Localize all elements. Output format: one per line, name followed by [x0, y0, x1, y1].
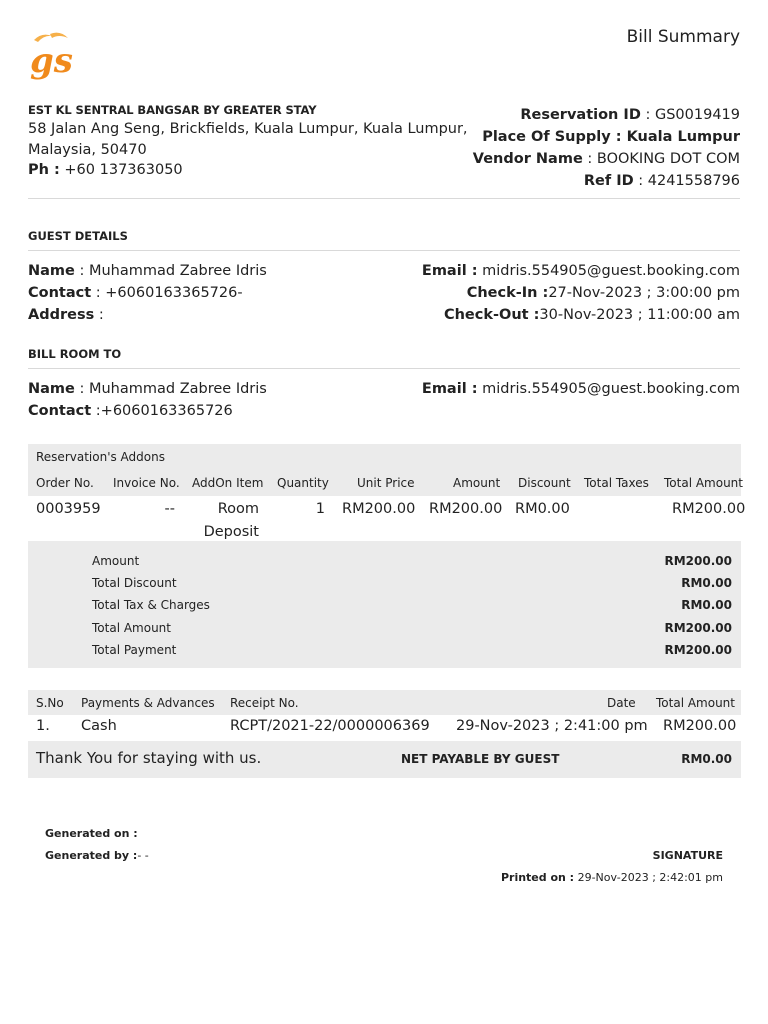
payment-method: Cash	[81, 718, 117, 734]
divider	[28, 198, 740, 199]
payment-amount: RM200.00	[663, 718, 737, 734]
reservation-id-value: : GS0019419	[640, 107, 740, 123]
thank-you-message: Thank You for staying with us.	[36, 749, 262, 767]
signature-label: SIGNATURE	[652, 849, 723, 862]
page-title: Bill Summary	[626, 27, 740, 47]
guest-info-right	[422, 260, 740, 326]
generated-by	[45, 849, 149, 862]
addons-col-addon-item: AddOn Item	[192, 476, 264, 490]
check-in	[422, 282, 740, 304]
addons-item-line2: Deposit	[203, 524, 259, 540]
addons-invoice-no: --	[164, 501, 175, 517]
bill-to-email-value: midris.554905@guest.booking.com	[477, 381, 740, 397]
addons-col-amount: Amount	[453, 476, 501, 490]
payment-sno: 1.	[36, 718, 50, 734]
net-payable-label: NET PAYABLE BY GUEST	[401, 752, 560, 766]
totals-value-amount: RM200.00	[664, 554, 732, 568]
addons-quantity: 1	[315, 501, 325, 517]
reservation-id-label: Reservation ID	[520, 107, 641, 123]
divider	[28, 368, 740, 369]
check-out-label: Check-Out :	[443, 307, 540, 323]
guest-address	[28, 304, 267, 326]
addons-amount: RM200.00	[429, 501, 503, 517]
payments-col-receipt: Receipt No.	[230, 696, 299, 710]
totals-label-amount: Amount	[92, 554, 140, 568]
guest-name-label: Name	[28, 263, 75, 279]
guest-name-value: : Muhammad Zabree Idris	[74, 263, 267, 279]
guest-address-value: :	[94, 307, 104, 323]
hotel-name: EST KL SENTRAL BANGSAR BY GREATER STAY	[28, 103, 317, 117]
net-payable-value: RM0.00	[681, 752, 732, 766]
payments-col-sno: S.No	[36, 696, 64, 710]
gs-logo-icon	[28, 30, 74, 80]
check-in-label: Check-In :	[466, 285, 549, 301]
totals-label-discount: Total Discount	[92, 576, 177, 590]
guest-contact-label: Contact	[28, 285, 92, 301]
addons-discount: RM0.00	[515, 501, 570, 517]
check-out	[422, 304, 740, 326]
hotel-phone-label: Ph :	[28, 162, 60, 178]
printed-on	[501, 871, 723, 884]
hotel-phone-value: +60 137363050	[59, 162, 183, 178]
divider	[28, 250, 740, 251]
vendor-name	[473, 148, 740, 170]
reservation-id	[473, 104, 740, 126]
addons-col-unit-price: Unit Price	[357, 476, 415, 490]
payment-receipt: RCPT/2021-22/0000006369	[230, 718, 430, 734]
guest-email	[422, 260, 740, 282]
payment-date: 29-Nov-2023 ; 2:41:00 pm	[456, 718, 648, 734]
bill-to-right	[422, 378, 740, 400]
addons-col-quantity: Quantity	[277, 476, 329, 490]
guest-contact-value: : +6060163365726-	[91, 285, 243, 301]
addons-col-total-taxes: Total Taxes	[584, 476, 649, 490]
bill-to-email-label: Email :	[421, 381, 478, 397]
addons-col-invoice-no: Invoice No.	[113, 476, 180, 490]
addons-col-discount: Discount	[518, 476, 571, 490]
payments-col-amount: Total Amount	[656, 696, 735, 710]
reservation-info	[473, 104, 740, 192]
addons-title: Reservation's Addons	[36, 450, 165, 464]
totals-value-tax: RM0.00	[681, 598, 732, 612]
ref-id-label: Ref ID	[583, 173, 634, 189]
guest-address-label: Address	[28, 307, 95, 323]
bill-room-to-heading: BILL ROOM TO	[28, 347, 122, 361]
addons-order-no: 0003959	[36, 501, 101, 517]
guest-contact	[28, 282, 267, 304]
guest-email-value: midris.554905@guest.booking.com	[477, 263, 740, 279]
bill-to-name	[28, 378, 267, 400]
totals-value-total-amount: RM200.00	[664, 621, 732, 635]
guest-info-left	[28, 260, 267, 326]
bill-to-contact-label: Contact	[28, 403, 92, 419]
bill-to-email	[422, 378, 740, 400]
addons-total-amount: RM200.00	[672, 501, 746, 517]
bill-to-name-value: : Muhammad Zabree Idris	[74, 381, 267, 397]
totals-label-total-amount: Total Amount	[92, 621, 171, 635]
vendor-name-label: Vendor Name	[472, 151, 583, 167]
addons-item	[196, 498, 259, 544]
bill-to-contact	[28, 400, 267, 422]
bill-to-left	[28, 378, 267, 422]
ref-id-value: : 4241558796	[633, 173, 740, 189]
check-in-value: 27-Nov-2023 ; 3:00:00 pm	[548, 285, 740, 301]
totals-label-tax: Total Tax & Charges	[92, 598, 210, 612]
totals-label-total-payment: Total Payment	[92, 643, 177, 657]
generated-on: Generated on :	[45, 827, 138, 840]
bill-to-name-label: Name	[28, 381, 75, 397]
vendor-name-value: : BOOKING DOT COM	[582, 151, 740, 167]
svg-text:gs: gs	[30, 41, 73, 80]
generated-by-value: - -	[137, 849, 149, 862]
place-of-supply: Place Of Supply : Kuala Lumpur	[482, 129, 740, 145]
addons-unit-price: RM200.00	[342, 501, 416, 517]
totals-value-total-payment: RM200.00	[664, 643, 732, 657]
addons-item-line1: Room	[217, 501, 259, 517]
printed-on-value: 29-Nov-2023 ; 2:42:01 pm	[574, 871, 723, 884]
check-out-value: 30-Nov-2023 ; 11:00:00 am	[539, 307, 740, 323]
guest-details-heading: GUEST DETAILS	[28, 229, 128, 243]
payments-col-date: Date	[607, 696, 636, 710]
generated-by-label: Generated by :	[45, 849, 138, 862]
hotel-address: 58 Jalan Ang Seng, Brickfields, Kuala Lumpur, Kuala Lumpur, Malaysia, 50470	[28, 121, 468, 158]
totals-value-discount: RM0.00	[681, 576, 732, 590]
printed-on-label: Printed on :	[500, 871, 575, 884]
guest-name	[28, 260, 267, 282]
addons-col-total-amount: Total Amount	[664, 476, 743, 490]
bill-to-contact-value: :+6060163365726	[91, 403, 233, 419]
payments-col-method: Payments & Advances	[81, 696, 215, 710]
addons-col-order-no: Order No.	[36, 476, 94, 490]
hotel-phone	[28, 162, 183, 178]
ref-id	[473, 170, 740, 192]
guest-email-label: Email :	[421, 263, 478, 279]
